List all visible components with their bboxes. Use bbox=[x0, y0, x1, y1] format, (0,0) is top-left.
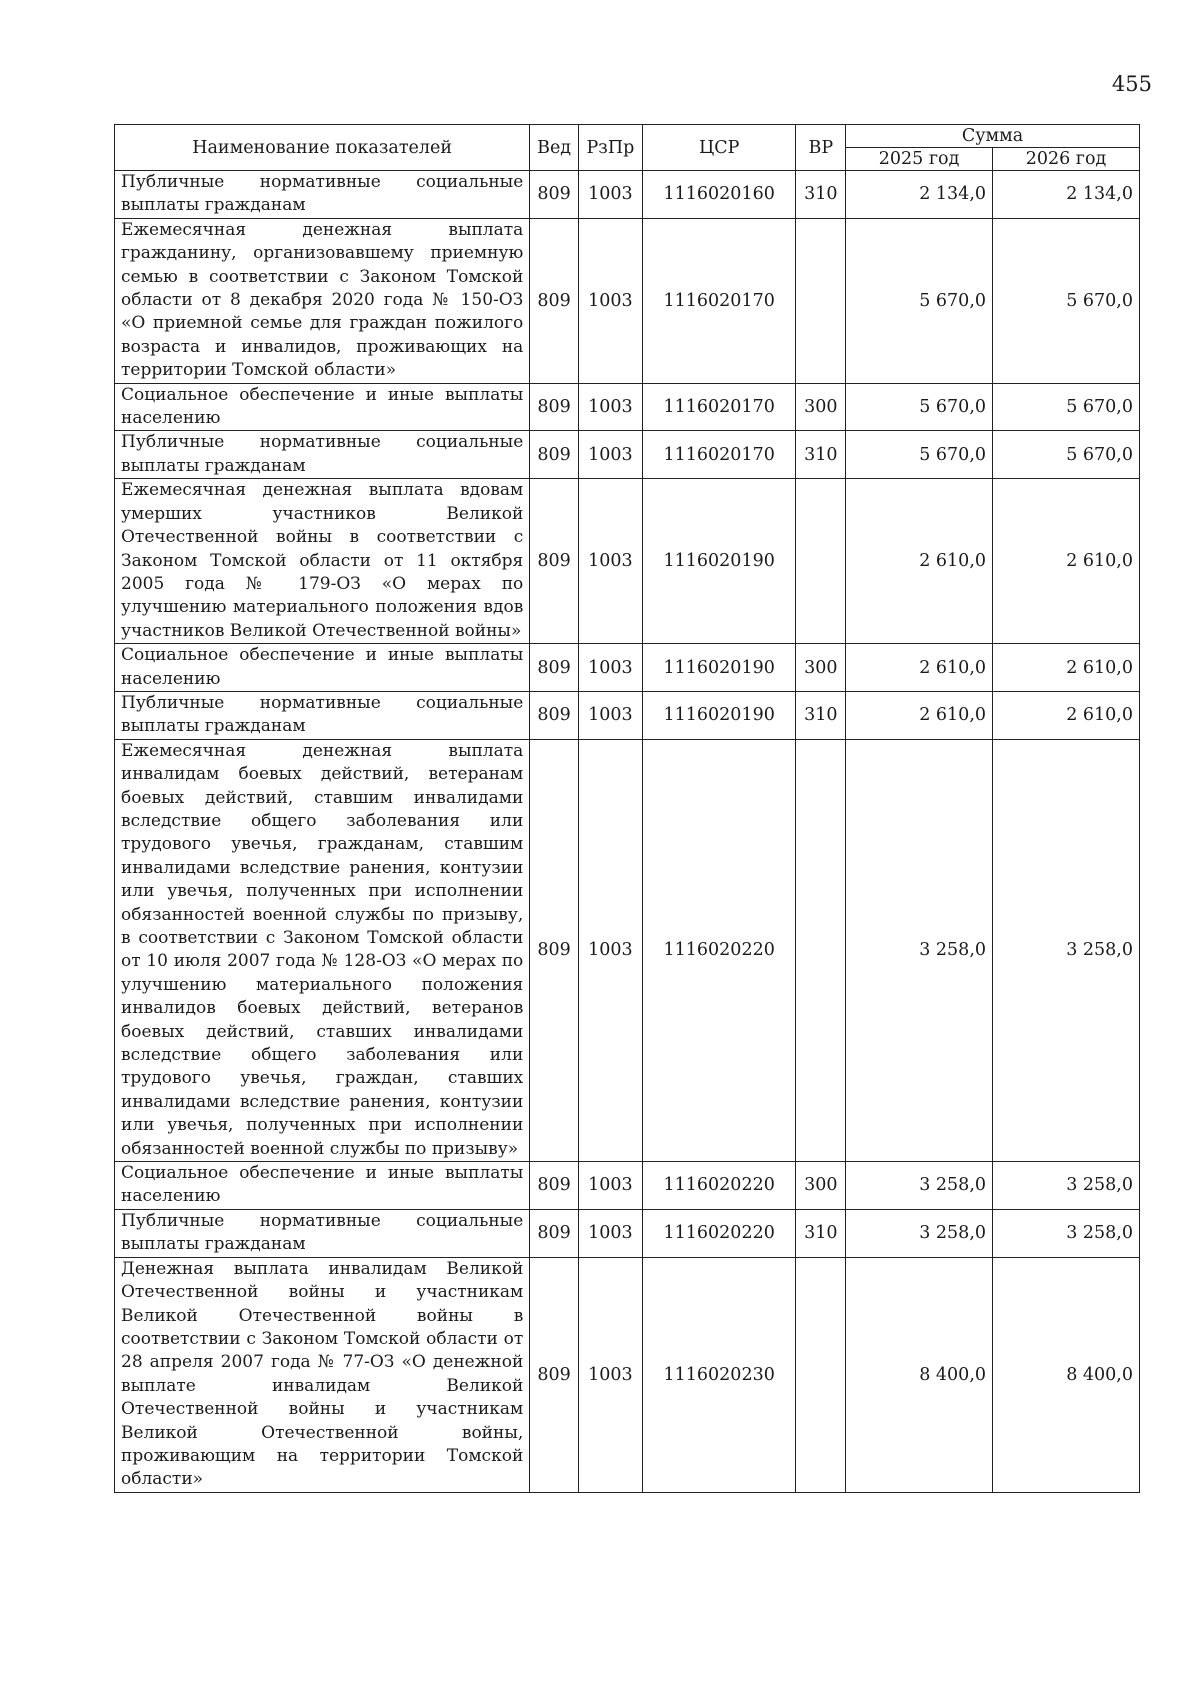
row-sum-2026: 5 670,0 bbox=[993, 218, 1140, 383]
row-sum-2025: 5 670,0 bbox=[846, 218, 993, 383]
row-name: Публичные нормативные социальные выплаты гражданам bbox=[115, 691, 530, 739]
row-sum-2026: 3 258,0 bbox=[993, 739, 1140, 1161]
row-rzpr: 1003 bbox=[578, 218, 642, 383]
row-rzpr: 1003 bbox=[578, 1209, 642, 1257]
table-row bbox=[115, 1209, 1140, 1257]
row-sum-2025: 3 258,0 bbox=[846, 1162, 993, 1210]
row-csr: 1116020170 bbox=[642, 383, 796, 431]
row-sum-2026: 5 670,0 bbox=[993, 383, 1140, 431]
row-name: Социальное обеспечение и иные выплаты населению bbox=[115, 383, 530, 431]
row-name: Денежная выплата инвалидам Великой Отечественной войны и участникам Великой Отечественной войны в соответствии с Законом Томской области от 28 апреля 2007 года № 77-ОЗ «О денежной выплате инвалидам Великой Отечественной войны и участникам Великой Отечественной войны, проживающим на территории Томской области» bbox=[115, 1257, 530, 1492]
table-row bbox=[115, 479, 1140, 644]
table-row bbox=[115, 383, 1140, 431]
row-sum-2026: 3 258,0 bbox=[993, 1162, 1140, 1210]
row-ved: 809 bbox=[530, 479, 579, 644]
row-name: Социальное обеспечение и иные выплаты населению bbox=[115, 644, 530, 692]
row-sum-2026: 8 400,0 bbox=[993, 1257, 1140, 1492]
table-row bbox=[115, 644, 1140, 692]
row-vr bbox=[796, 1257, 846, 1492]
row-vr: 310 bbox=[796, 1209, 846, 1257]
row-name: Публичные нормативные социальные выплаты гражданам bbox=[115, 171, 530, 219]
row-sum-2025: 3 258,0 bbox=[846, 1209, 993, 1257]
row-csr: 1116020170 bbox=[642, 218, 796, 383]
header-name: Наименование показателей bbox=[115, 125, 530, 171]
header-year-2025: 2025 год bbox=[846, 148, 993, 171]
table-header bbox=[115, 125, 1140, 171]
row-sum-2026: 2 610,0 bbox=[993, 691, 1140, 739]
budget-table bbox=[114, 124, 1140, 1493]
row-name: Ежемесячная денежная выплата инвалидам боевых действий, ветеранам боевых действий, ставшим инвалидами вследствие общего заболевания или трудового увечья, гражданам, ставшим инвалидами вследствие ранения, контузии или увечья, полученных при исполнении обязанностей военной службы по призыву, в соответствии с Законом Томской области от 10 июля 2007 года № 128-ОЗ «О мерах по улучшению материального положения инвалидов боевых действий, ветеранов боевых действий, ставших инвалидами вследствие общего заболевания или трудового увечья, граждан, ставших инвалидами вследствие ранения, контузии или увечья, полученных при исполнении обязанностей военной службы по призыву» bbox=[115, 739, 530, 1161]
table-row bbox=[115, 171, 1140, 219]
row-name: Публичные нормативные социальные выплаты гражданам bbox=[115, 431, 530, 479]
row-ved: 809 bbox=[530, 1257, 579, 1492]
row-vr: 300 bbox=[796, 383, 846, 431]
row-csr: 1116020220 bbox=[642, 739, 796, 1161]
row-rzpr: 1003 bbox=[578, 383, 642, 431]
table-row bbox=[115, 218, 1140, 383]
row-rzpr: 1003 bbox=[578, 1257, 642, 1492]
row-ved: 809 bbox=[530, 739, 579, 1161]
row-ved: 809 bbox=[530, 1162, 579, 1210]
row-rzpr: 1003 bbox=[578, 739, 642, 1161]
row-sum-2025: 2 610,0 bbox=[846, 644, 993, 692]
table-row bbox=[115, 1257, 1140, 1492]
row-vr: 310 bbox=[796, 171, 846, 219]
row-sum-2025: 2 134,0 bbox=[846, 171, 993, 219]
row-rzpr: 1003 bbox=[578, 171, 642, 219]
row-rzpr: 1003 bbox=[578, 431, 642, 479]
row-name: Ежемесячная денежная выплата гражданину, организовавшему приемную семью в соответствии с Законом Томской области от 8 декабря 2020 года № 150-ОЗ «О приемной семье для граждан пожилого возраста и инвалидов, проживающих на территории Томской области» bbox=[115, 218, 530, 383]
row-csr: 1116020220 bbox=[642, 1162, 796, 1210]
row-sum-2026: 2 134,0 bbox=[993, 171, 1140, 219]
row-ved: 809 bbox=[530, 431, 579, 479]
row-vr: 310 bbox=[796, 431, 846, 479]
header-csr: ЦСР bbox=[642, 125, 796, 171]
row-name: Ежемесячная денежная выплата вдовам умерших участников Великой Отечественной войны в соответствии с Законом Томской области от 11 октября 2005 года № 179-ОЗ «О мерах по улучшению материального положения вдов участников Великой Отечественной войны» bbox=[115, 479, 530, 644]
row-rzpr: 1003 bbox=[578, 644, 642, 692]
row-sum-2025: 2 610,0 bbox=[846, 479, 993, 644]
row-csr: 1116020190 bbox=[642, 691, 796, 739]
row-rzpr: 1003 bbox=[578, 479, 642, 644]
row-csr: 1116020190 bbox=[642, 479, 796, 644]
row-ved: 809 bbox=[530, 644, 579, 692]
row-ved: 809 bbox=[530, 383, 579, 431]
table-body bbox=[115, 171, 1140, 1493]
row-name: Публичные нормативные социальные выплаты гражданам bbox=[115, 1209, 530, 1257]
row-csr: 1116020190 bbox=[642, 644, 796, 692]
header-vr: ВР bbox=[796, 125, 846, 171]
row-ved: 809 bbox=[530, 1209, 579, 1257]
row-sum-2026: 2 610,0 bbox=[993, 644, 1140, 692]
table-row bbox=[115, 739, 1140, 1161]
row-ved: 809 bbox=[530, 218, 579, 383]
row-sum-2026: 2 610,0 bbox=[993, 479, 1140, 644]
row-ved: 809 bbox=[530, 691, 579, 739]
row-vr: 300 bbox=[796, 1162, 846, 1210]
row-name: Социальное обеспечение и иные выплаты населению bbox=[115, 1162, 530, 1210]
header-sum: Сумма bbox=[846, 125, 1140, 148]
row-sum-2026: 3 258,0 bbox=[993, 1209, 1140, 1257]
row-csr: 1116020230 bbox=[642, 1257, 796, 1492]
row-sum-2026: 5 670,0 bbox=[993, 431, 1140, 479]
row-vr bbox=[796, 739, 846, 1161]
row-rzpr: 1003 bbox=[578, 1162, 642, 1210]
table-row bbox=[115, 431, 1140, 479]
header-year-2026: 2026 год bbox=[993, 148, 1140, 171]
header-ved: Вед bbox=[530, 125, 579, 171]
row-sum-2025: 3 258,0 bbox=[846, 739, 993, 1161]
row-rzpr: 1003 bbox=[578, 691, 642, 739]
row-ved: 809 bbox=[530, 171, 579, 219]
row-sum-2025: 2 610,0 bbox=[846, 691, 993, 739]
row-vr: 300 bbox=[796, 644, 846, 692]
row-vr bbox=[796, 218, 846, 383]
row-sum-2025: 5 670,0 bbox=[846, 383, 993, 431]
row-csr: 1116020170 bbox=[642, 431, 796, 479]
table-row bbox=[115, 691, 1140, 739]
row-vr bbox=[796, 479, 846, 644]
row-sum-2025: 8 400,0 bbox=[846, 1257, 993, 1492]
table-row bbox=[115, 1162, 1140, 1210]
row-csr: 1116020160 bbox=[642, 171, 796, 219]
row-csr: 1116020220 bbox=[642, 1209, 796, 1257]
page-number: 455 bbox=[1111, 72, 1152, 96]
header-rzpr: РзПр bbox=[578, 125, 642, 171]
row-vr: 310 bbox=[796, 691, 846, 739]
row-sum-2025: 5 670,0 bbox=[846, 431, 993, 479]
